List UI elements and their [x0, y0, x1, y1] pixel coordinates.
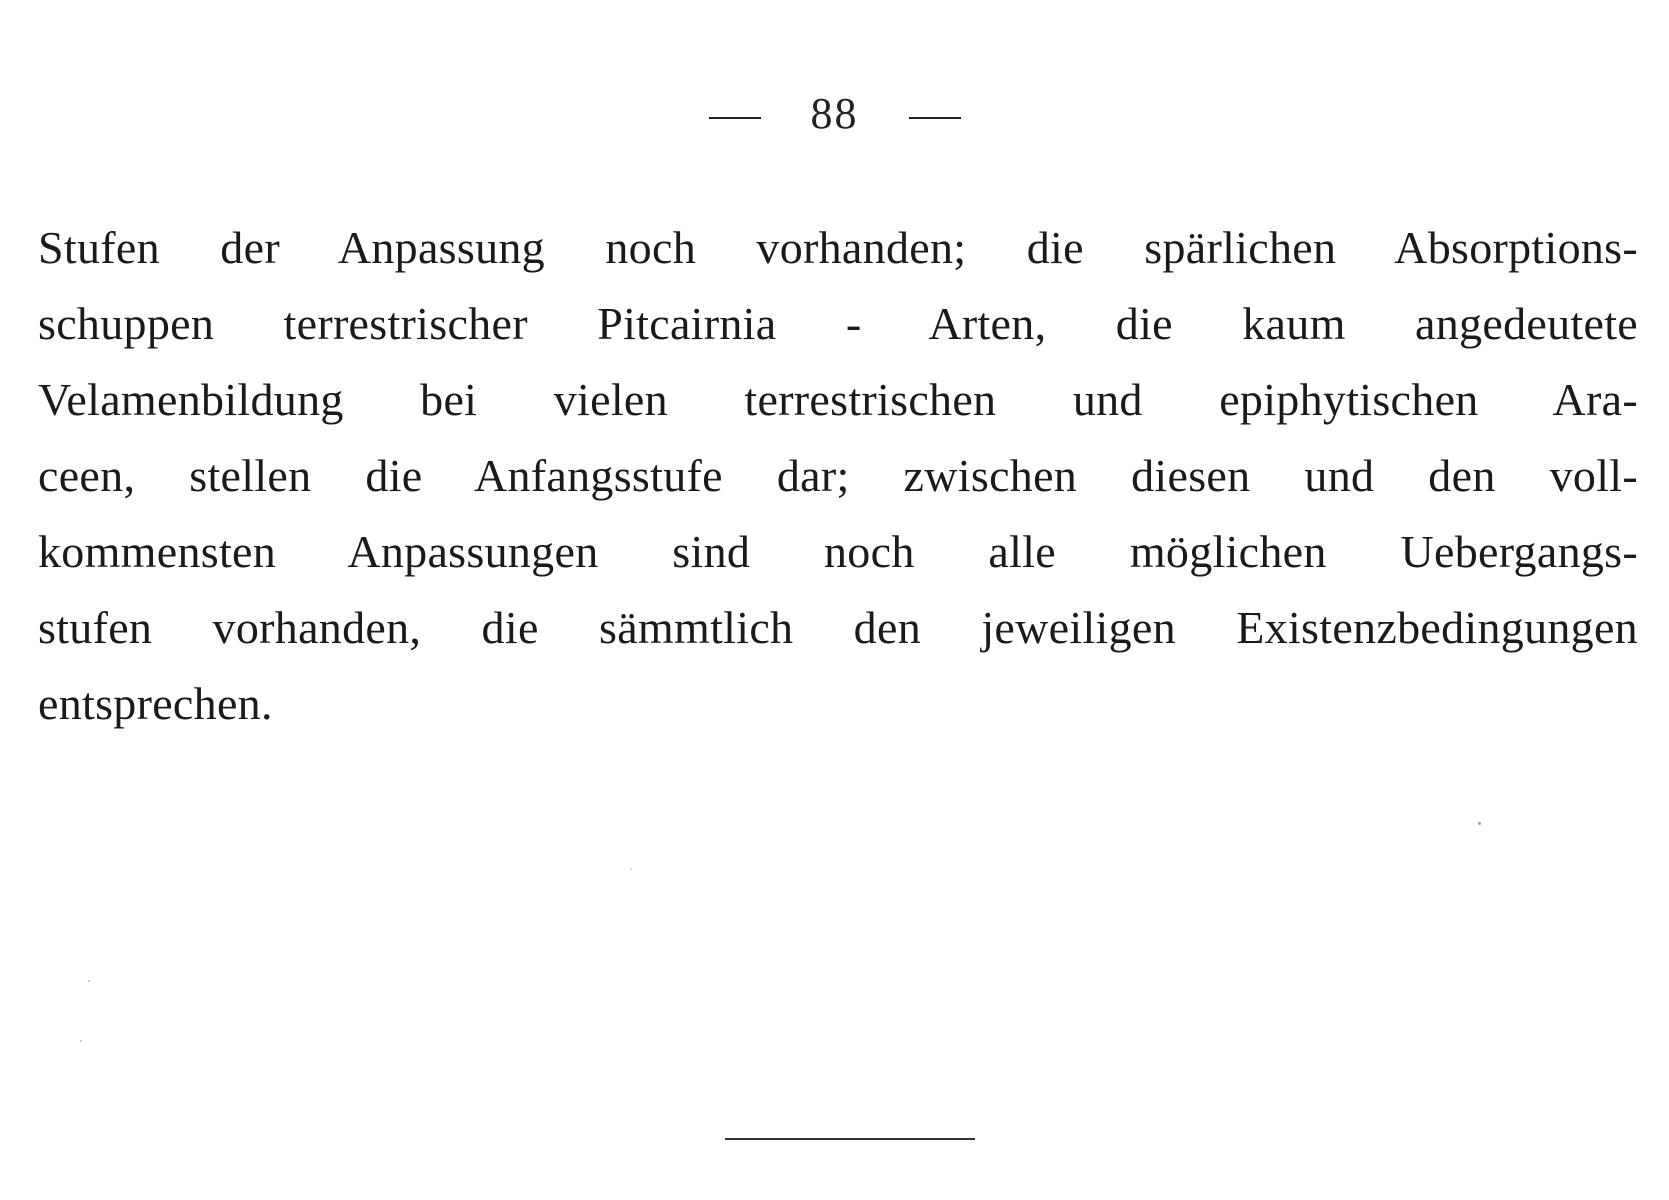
right-dash: [909, 117, 961, 119]
text-line-3: Velamenbildung bei vielen terrestrischen und epiphytischen Ara-: [38, 374, 1638, 425]
page-number-text: 88: [810, 89, 859, 138]
text-line-5: kommensten Anpassungen sind noch alle möglichen Uebergangs-: [38, 526, 1638, 577]
left-dash: [709, 117, 761, 119]
paper-speck: [88, 980, 90, 982]
paper-speck: [1478, 822, 1481, 825]
paper-speck: [630, 868, 632, 870]
end-rule-divider: [725, 1138, 975, 1140]
text-line-4: ceen, stellen die Anfangsstufe dar; zwischen diesen und den voll-: [38, 450, 1638, 501]
paper-speck: [80, 1040, 82, 1042]
text-line-1: Stufen der Anpassung noch vorhanden; die spärlichen Absorptions-: [38, 222, 1638, 273]
body-paragraph: [38, 210, 1638, 742]
text-line-6: stufen vorhanden, die sämmtlich den jeweiligen Existenzbedingungen: [38, 602, 1638, 653]
page-number: [0, 88, 1669, 139]
text-line-2: schuppen terrestrischer Pitcairnia - Arten, die kaum angedeutete: [38, 298, 1638, 349]
text-line-7: entsprechen.: [38, 678, 273, 729]
